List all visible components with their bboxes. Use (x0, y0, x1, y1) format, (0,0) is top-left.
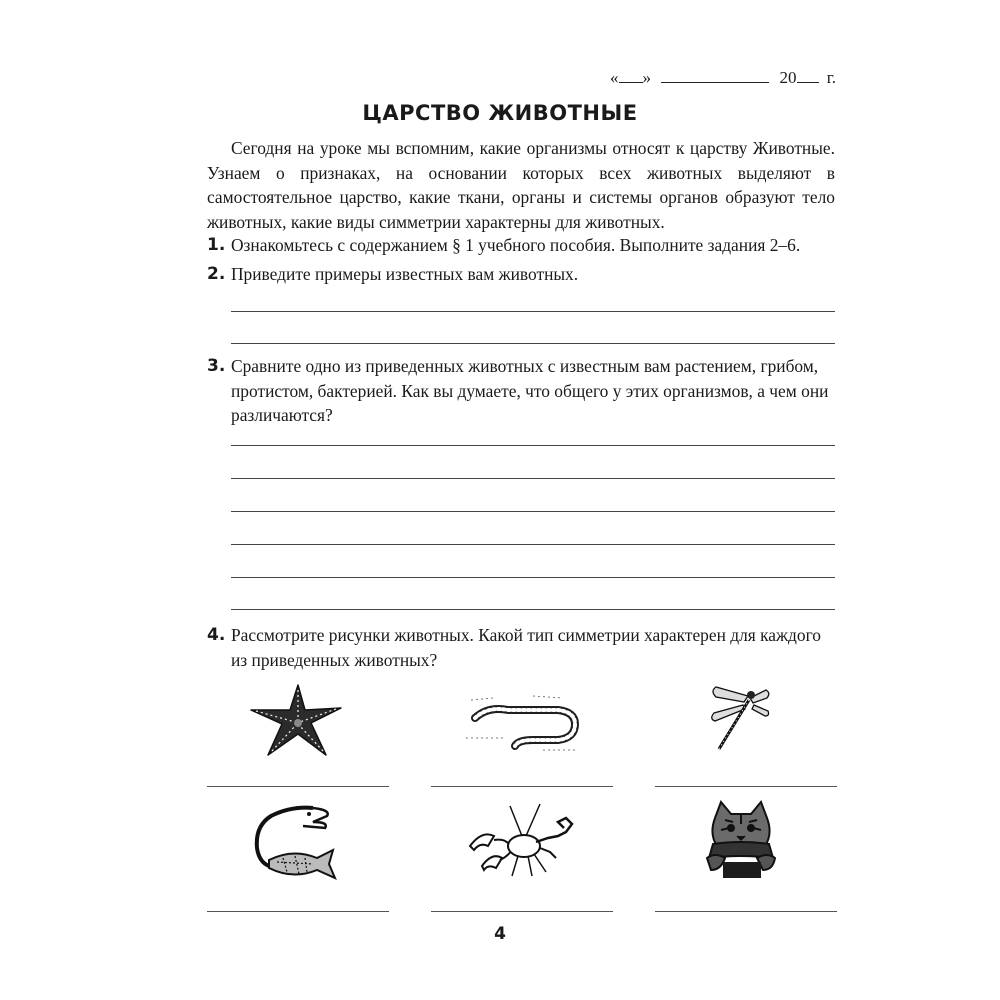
answer-line-task2-1[interactable] (231, 311, 835, 312)
dragonfly-icon (706, 683, 772, 753)
task-1-text: Ознакомьтесь с содержанием § 1 учебного пособия. Выполните задания 2–6. (231, 235, 801, 255)
day-blank[interactable] (619, 68, 643, 83)
answer-line-task3-2[interactable] (231, 478, 835, 479)
answer-line-pike[interactable] (207, 911, 389, 912)
task-2-text: Приведите примеры известных вам животных. (231, 264, 579, 284)
answer-line-worm[interactable] (431, 786, 613, 787)
kitten-icon (703, 800, 779, 882)
task-1-number: 1. (207, 235, 226, 255)
answer-line-task3-6[interactable] (231, 609, 835, 610)
task-2-number: 2. (207, 264, 226, 284)
intro-paragraph: Сегодня на уроке мы вспомним, какие организмы относят к царству Животные. Узнаем о признаках, на основании которых всех животных выделяют в самостоятельное царство, какие ткани, органы и системы органов образуют тело животных, какие виды симметрии характерны для животных. (207, 138, 835, 232)
open-quote: « (610, 68, 619, 87)
month-blank[interactable] (661, 68, 769, 83)
answer-line-task3-3[interactable] (231, 511, 835, 512)
close-quote: » (642, 68, 651, 87)
task-4-text: Рассмотрите рисунки животных. Какой тип симметрии характерен для каждого из приведенных животных? (231, 625, 821, 670)
pike-fish-icon (243, 800, 339, 886)
page-title: ЦАРСТВО ЖИВОТНЫЕ (362, 101, 638, 125)
year-prefix: 20 (779, 68, 797, 87)
crayfish-icon (462, 800, 578, 880)
answer-line-task2-2[interactable] (231, 343, 835, 344)
answer-line-dragonfly[interactable] (655, 786, 837, 787)
answer-line-kitten[interactable] (655, 911, 837, 912)
worm-icon (463, 688, 583, 756)
answer-line-starfish[interactable] (207, 786, 389, 787)
year-blank[interactable] (797, 68, 819, 83)
date-line (610, 68, 836, 88)
answer-line-task3-5[interactable] (231, 577, 835, 578)
task-4-number: 4. (207, 625, 226, 645)
answer-line-task3-4[interactable] (231, 544, 835, 545)
page-number: 4 (494, 924, 506, 944)
answer-line-crayfish[interactable] (431, 911, 613, 912)
starfish-icon (248, 682, 344, 758)
task-3-text: Сравните одно из приведенных животных с известным вам растением, грибом, протистом, бактерией. Как вы думаете, что общего у этих организмов, а чем они различаются? (231, 356, 829, 425)
answer-line-task3-1[interactable] (231, 445, 835, 446)
task-3-number: 3. (207, 356, 226, 376)
year-suffix: г. (826, 68, 837, 87)
